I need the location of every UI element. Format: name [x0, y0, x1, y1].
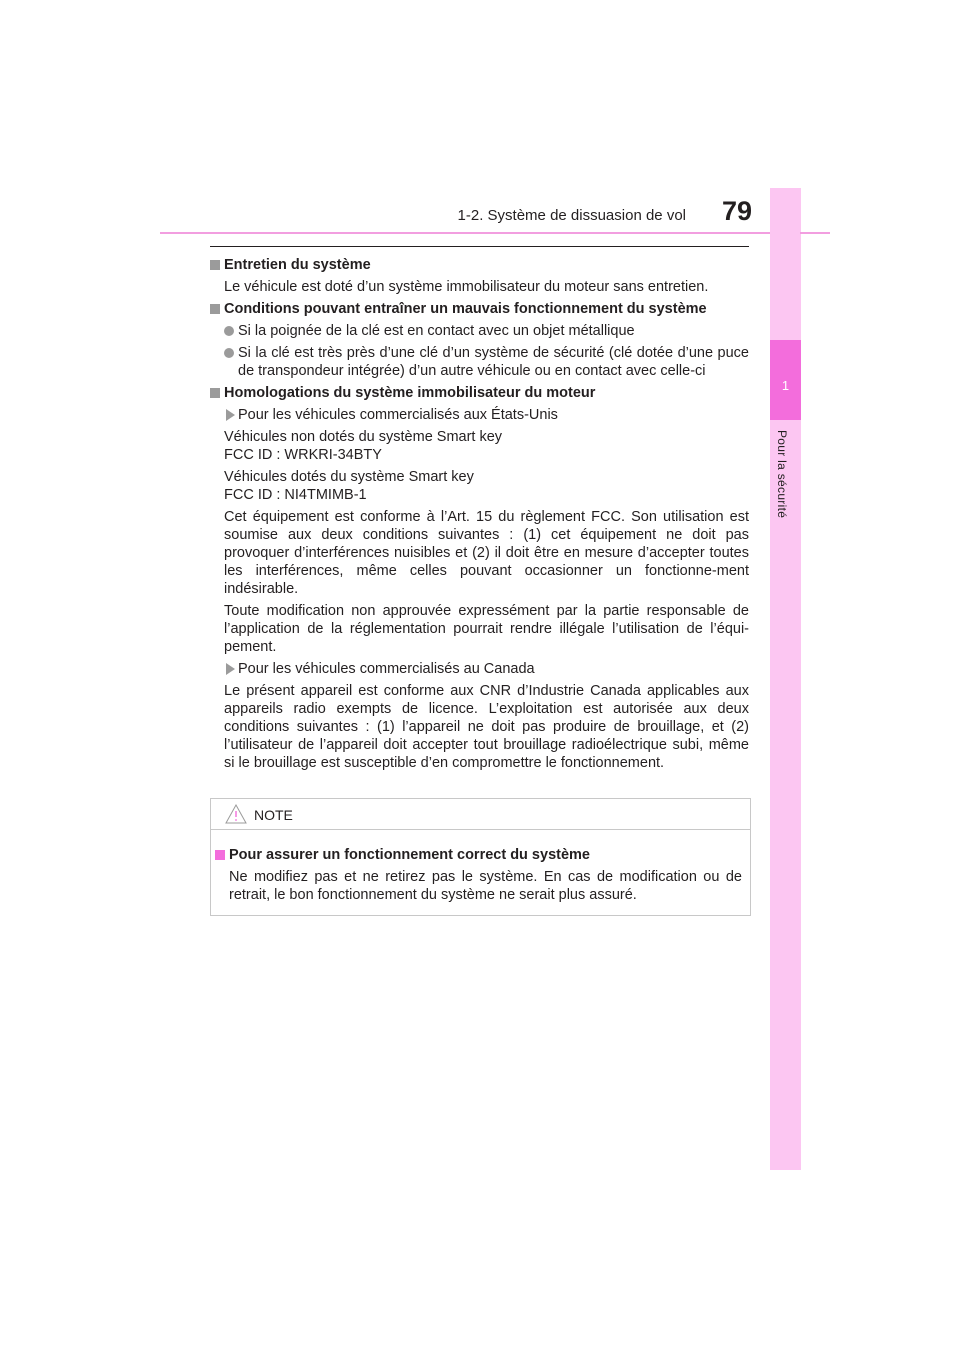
warning-icon — [225, 804, 247, 824]
square-bullet-icon — [210, 304, 220, 314]
square-bullet-icon — [215, 850, 225, 860]
page-number: 79 — [721, 196, 752, 226]
paragraph: Toute modification non approuvée expressément par la partie responsable de l’application de la réglementation pourrait rendre illégale l’utilisation de l’équi-pement. — [224, 603, 749, 655]
paragraph: Véhicules dotés du système Smart key FCC ID : NI4TMIMB-1 — [224, 469, 474, 503]
arrow-right-icon — [226, 663, 235, 675]
note-box — [210, 798, 751, 916]
main-content — [210, 246, 749, 772]
paragraph: Le présent appareil est conforme aux CNR d’Industrie Canada applicables aux appareils radio exempts de licence. L’exploitation est autorisée aux deux conditions suivantes : (1) l’appareil ne doit pas produire de brouillage, et (2) l’utilisateur de l’appareil doit accepter tout brouillage radioélectrique subi, même si le brouillage est susceptible d’en compromettre le fonctionnement. — [224, 683, 749, 771]
content-top-rule — [210, 246, 749, 247]
square-bullet-icon — [210, 260, 220, 270]
arrow-right-icon — [226, 409, 235, 421]
section-heading: Conditions pouvant entraîner un mauvais fonctionnement du système — [210, 300, 749, 318]
section-heading: Entretien du système — [210, 256, 749, 274]
note-paragraph: Ne modifiez pas et ne retirez pas le système. En cas de modification ou de retrait, le bon fonctionnement du système ne serait plus assuré. — [229, 869, 742, 903]
note-label: NOTE — [254, 807, 293, 823]
circle-bullet-icon — [224, 326, 234, 336]
paragraph: Le véhicule est doté d’un système immobilisateur du moteur sans entretien. — [224, 279, 709, 295]
chapter-tab-number: 1 — [770, 340, 801, 420]
chapter-tab-rule — [800, 232, 830, 234]
list-item: Si la poignée de la clé est en contact avec un objet métallique — [210, 322, 749, 340]
subheading-us: Pour les véhicules commercialisés aux États-Unis — [210, 406, 749, 424]
note-heading: Pour assurer un fonctionnement correct du système — [215, 846, 742, 864]
chapter-tab-label: Pour la sécurité — [775, 430, 789, 519]
header-rule — [160, 232, 800, 234]
note-header — [211, 799, 750, 830]
chapter-tab-strip — [770, 188, 801, 1170]
circle-bullet-icon — [224, 348, 234, 358]
paragraph: Véhicules non dotés du système Smart key FCC ID : WRKRI-34BTY — [224, 429, 503, 463]
section-heading: Homologations du système immobilisateur du moteur — [210, 384, 749, 402]
square-bullet-icon — [210, 388, 220, 398]
subheading-canada: Pour les véhicules commercialisés au Canada — [210, 660, 749, 678]
note-body — [211, 830, 750, 904]
paragraph: Cet équipement est conforme à l’Art. 15 du règlement FCC. Son utilisation est soumise aux deux conditions suivantes : (1) cet équipement ne doit pas provoquer d’interférences nuisibles et (2) il doit être en mesure d’accepter toutes les interférences, même celles pouvant occasionner un fonctionne-ment indésirable. — [224, 509, 749, 597]
list-item: Si la clé est très près d’une clé d’un système de sécurité (clé dotée d’une puce de transpondeur intégrée) d’un autre véhicule ou en contact avec celle-ci — [210, 344, 749, 380]
section-title: 1-2. Système de dissuasion de vol — [457, 207, 686, 224]
